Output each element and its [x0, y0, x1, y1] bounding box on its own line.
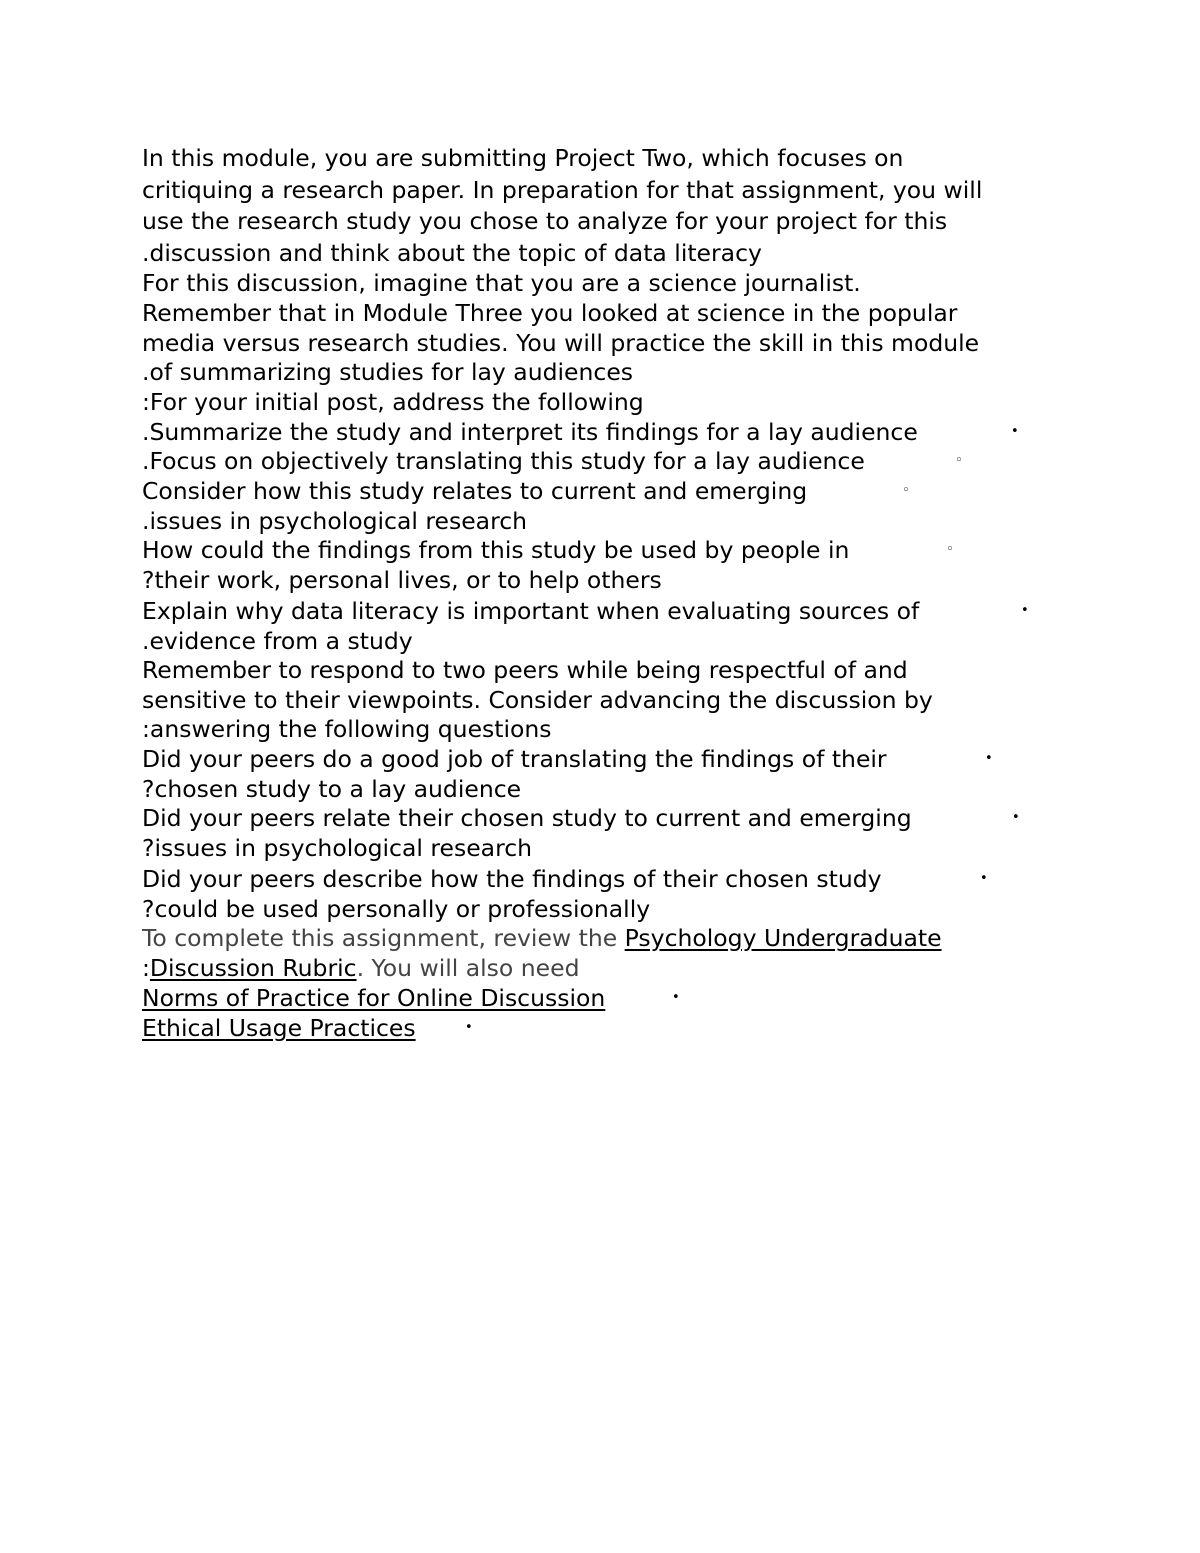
resource-item-ethical	[142, 1012, 416, 1044]
journalist-line-3: media versus research studies. You will practice the skill in this module	[142, 329, 980, 357]
peer-question-2-line-1: Did your peers relate their chosen study to current and emerging	[142, 804, 912, 832]
initial-post-subitem-findings-line-1: How could the findings from this study be used by people in	[142, 536, 850, 564]
bullet-filled: •	[980, 871, 988, 886]
initial-post-item-explain-line-2: .evidence from a study	[142, 627, 413, 655]
complete-colon: :	[142, 954, 150, 982]
psychology-rubric-link-part-2[interactable]: Discussion Rubric	[149, 954, 357, 982]
intro-line-4: .discussion and think about the topic of data literacy	[142, 239, 762, 267]
bullet-hollow: ◦	[955, 453, 963, 468]
initial-post-subitem-findings-line-2: ?their work, personal lives, or to help others	[142, 566, 662, 594]
complete-prefix: To complete this assignment, review the	[142, 924, 625, 952]
initial-post-item-explain-line-1: Explain why data literacy is important when evaluating sources of	[142, 597, 920, 625]
initial-post-subitem-focus: .Focus on objectively translating this study for a lay audience	[142, 447, 865, 475]
bullet-filled: •	[985, 751, 993, 766]
resource-item-norms	[142, 982, 605, 1014]
peer-question-3-line-1: Did your peers describe how the findings of their chosen study	[142, 865, 882, 893]
intro-line-3: use the research study you chose to analyze for your project for this	[142, 207, 948, 235]
initial-post-item-summarize: .Summarize the study and interpret its findings for a lay audience	[142, 418, 918, 446]
complete-line-1	[142, 922, 942, 954]
intro-line-1: In this module, you are submitting Project Two, which focuses on	[142, 144, 904, 172]
bullet-filled: •	[1012, 810, 1020, 825]
psychology-rubric-link-part-1[interactable]: Psychology Undergraduate	[624, 924, 942, 952]
bullet-filled: •	[1021, 603, 1029, 618]
peer-question-1-line-2: ?chosen study to a lay audience	[142, 775, 522, 803]
intro-line-2: critiquing a research paper. In preparation for that assignment, you will	[142, 176, 983, 204]
bullet-filled: •	[672, 990, 680, 1005]
complete-line-2	[142, 952, 580, 984]
bullet-filled: •	[1011, 424, 1019, 439]
initial-post-subitem-consider-line-2: .issues in psychological research	[142, 507, 528, 535]
peer-question-1-line-1: Did your peers do a good job of translating the findings of their	[142, 745, 887, 773]
peers-intro-line-2: sensitive to their viewpoints. Consider advancing the discussion by	[142, 686, 933, 714]
peers-intro-line-3: :answering the following questions	[142, 715, 552, 743]
journalist-line-4: .of summarizing studies for lay audiences	[142, 358, 634, 386]
journalist-line-1: For this discussion, imagine that you are a science journalist.	[142, 269, 861, 297]
peer-question-2-line-2: ?issues in psychological research	[142, 834, 533, 862]
ethical-usage-practices-link[interactable]: Ethical Usage Practices	[142, 1014, 416, 1042]
initial-post-subitem-consider-line-1: Consider how this study relates to current and emerging	[142, 477, 808, 505]
peer-question-3-line-2: ?could be used personally or professionally	[142, 895, 651, 923]
initial-post-heading: :For your initial post, address the following	[142, 388, 644, 416]
peers-intro-line-1: Remember to respond to two peers while being respectful of and	[142, 656, 908, 684]
bullet-hollow: ◦	[902, 483, 910, 498]
journalist-line-2: Remember that in Module Three you looked at science in the popular	[142, 299, 958, 327]
norms-of-practice-link[interactable]: Norms of Practice for Online Discussion	[142, 984, 606, 1012]
bullet-filled: •	[465, 1020, 473, 1035]
bullet-hollow: ◦	[946, 542, 954, 557]
complete-suffix: . You will also need	[356, 954, 580, 982]
